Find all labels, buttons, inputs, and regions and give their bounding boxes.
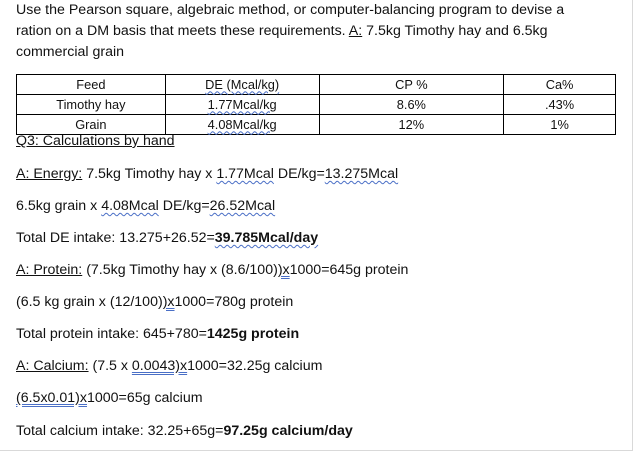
calcium-label: A: Calcium: bbox=[16, 358, 89, 374]
protein-label: A: Protein: bbox=[16, 262, 83, 278]
protein-line-1 bbox=[16, 262, 408, 278]
cell-de-text: 4.08Mcal/kg bbox=[207, 116, 277, 132]
question-line-3: commercial grain bbox=[16, 44, 125, 60]
calcium-value: (6.5x0.01)x bbox=[16, 390, 87, 406]
feed-table bbox=[16, 74, 616, 135]
table-header-row bbox=[17, 75, 616, 95]
cell-ca: 1% bbox=[504, 115, 616, 135]
header-de-text: DE (Mcal/kg) bbox=[205, 76, 280, 92]
total-value: 97.25g calcium/day bbox=[223, 423, 353, 439]
protein-result: 1000=780g protein bbox=[174, 294, 294, 310]
protein-result: 1000=645g protein bbox=[289, 262, 409, 278]
calcium-value: 0.0043)x bbox=[131, 358, 188, 374]
calculations-heading: Q3: Calculations by hand bbox=[16, 133, 175, 149]
header-cp: CP % bbox=[319, 75, 504, 95]
energy-value: 1.77Mcal bbox=[216, 166, 274, 182]
protein-operator: )x bbox=[162, 294, 175, 310]
cell-cp: 8.6% bbox=[319, 95, 504, 115]
total-text: Total protein intake: 645+780= bbox=[16, 326, 207, 342]
energy-line-1 bbox=[16, 166, 398, 182]
energy-line-2 bbox=[16, 198, 275, 214]
cell-feed: Grain bbox=[17, 115, 166, 135]
cell-de bbox=[165, 95, 319, 115]
calcium-result: 1000=32.25g calcium bbox=[187, 358, 323, 374]
cell-de-text: 1.77Mcal/kg bbox=[207, 96, 277, 112]
energy-result: 13.275Mcal bbox=[324, 166, 399, 182]
protein-operator: )x bbox=[277, 262, 290, 278]
cell-cp: 12% bbox=[319, 115, 504, 135]
header-de bbox=[165, 75, 319, 95]
protein-text: (7.5kg Timothy hay x (8.6/100) bbox=[82, 262, 278, 278]
question-line-2 bbox=[16, 21, 616, 42]
cell-ca: .43% bbox=[504, 95, 616, 115]
calcium-result: 1000=65g calcium bbox=[86, 390, 203, 406]
energy-total bbox=[16, 230, 318, 246]
energy-label: A: Energy: bbox=[16, 166, 83, 182]
calcium-text: (7.5 x bbox=[88, 358, 132, 374]
question-line-2-text: ration on a DM basis that meets these requirements. bbox=[16, 23, 349, 39]
energy-text: DE/kg= bbox=[273, 166, 325, 182]
cell-feed: Timothy hay bbox=[17, 95, 166, 115]
calcium-line-1 bbox=[16, 358, 322, 374]
calcium-line-2 bbox=[16, 390, 203, 406]
header-ca: Ca% bbox=[504, 75, 616, 95]
energy-value: 4.08Mcal bbox=[101, 198, 159, 214]
question-line-1: Use the Pearson square, algebraic method, or computer-balancing program to devise a bbox=[16, 2, 565, 18]
total-text: Total DE intake: 13.275+26.52= bbox=[16, 230, 215, 246]
header-feed: Feed bbox=[17, 75, 166, 95]
calcium-total bbox=[16, 423, 353, 439]
energy-result: 26.52Mcal bbox=[209, 198, 276, 214]
energy-text: 7.5kg Timothy hay x bbox=[82, 166, 217, 182]
protein-total bbox=[16, 326, 299, 342]
cell-de bbox=[165, 115, 319, 135]
total-text: Total calcium intake: 32.25+65g= bbox=[16, 423, 224, 439]
answer-label: A: bbox=[348, 23, 363, 39]
total-value: 39.785Mcal/day bbox=[214, 230, 319, 246]
table-row bbox=[17, 95, 616, 115]
energy-text: 6.5kg grain x bbox=[16, 198, 102, 214]
energy-text: DE/kg= bbox=[158, 198, 210, 214]
protein-text: (6.5 kg grain x (12/100) bbox=[16, 294, 163, 310]
protein-line-2 bbox=[16, 294, 293, 310]
question-line-2-rest: 7.5kg Timothy hay and 6.5kg bbox=[362, 23, 548, 39]
question-text bbox=[16, 0, 616, 63]
total-value: 1425g protein bbox=[206, 326, 300, 342]
table-row bbox=[17, 115, 616, 135]
